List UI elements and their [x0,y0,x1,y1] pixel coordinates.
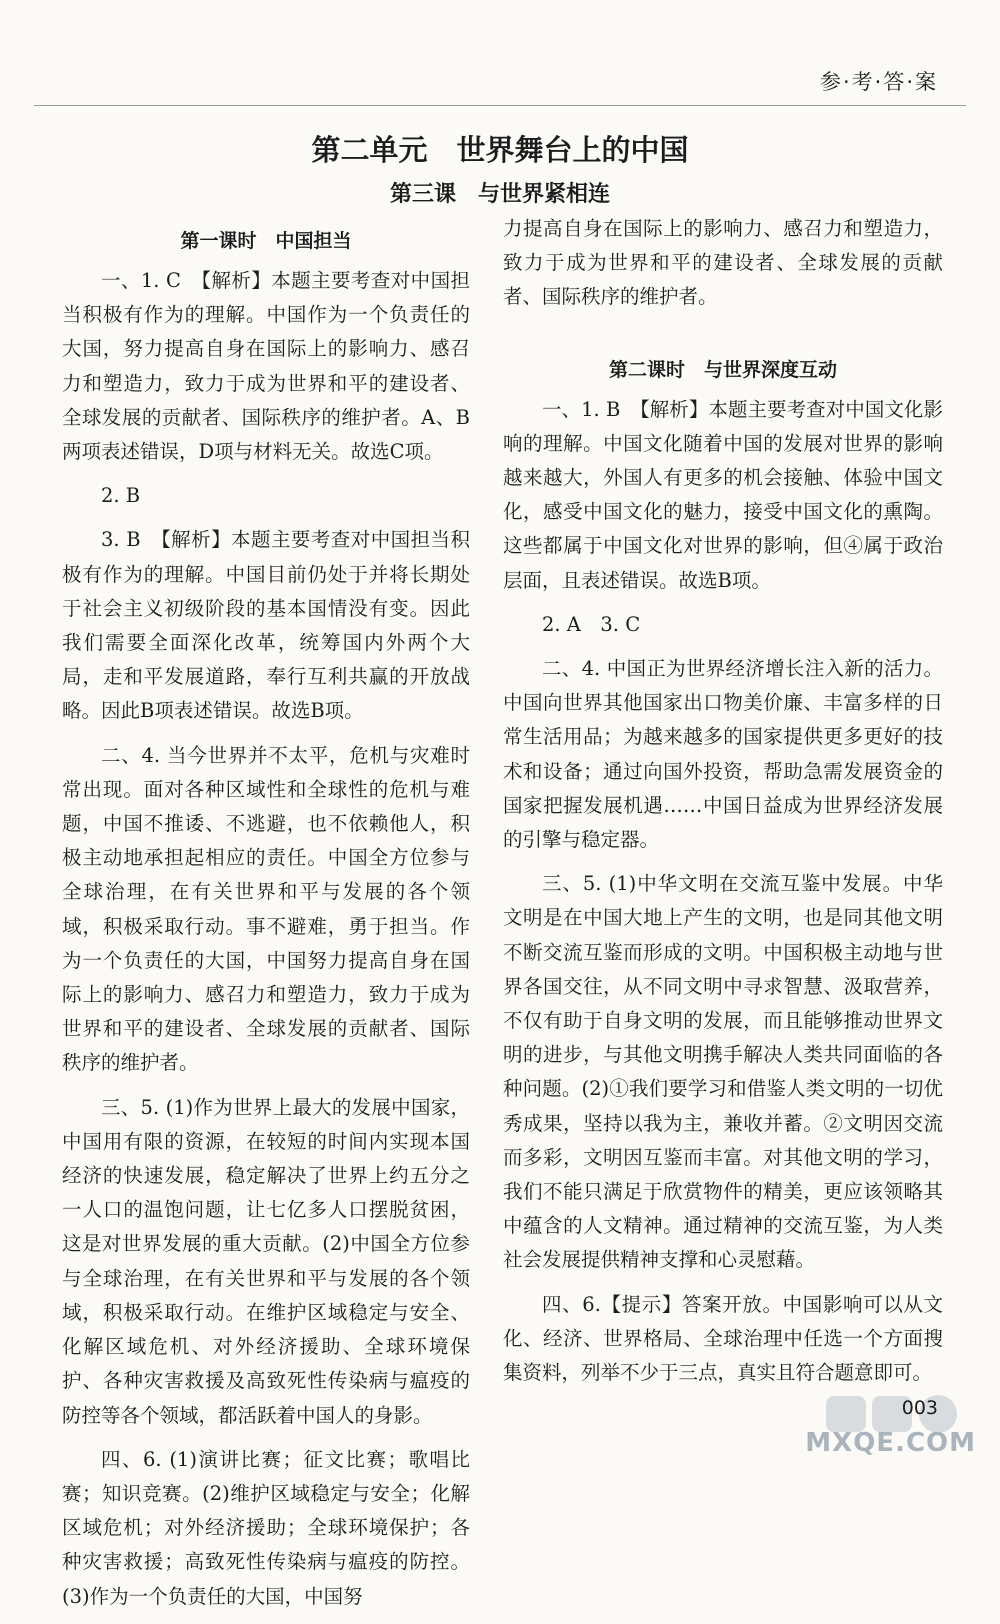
answer-paragraph: 2. B [101,484,141,508]
watermark-text: MXQE.COM [805,1428,976,1458]
answer-paragraph: 四、6.【提示】答案开放。中国影响可以从文化、经济、世界格局、全球治理中任选一个方面搜集资料，列举不少于三点，真实且符合题意即可。 [503,1292,943,1385]
page-number: 003 [901,1397,938,1419]
answer-paragraph: 二、4. 中国正为世界经济增长注入新的活力。中国向世界其他国家出口物美价廉、丰富多样的日常生活用品；为越来越多的国家提供更多更好的技术和设备；通过向国外投资，帮助急需发展资金的国家把握发展机遇……中国日益成为世界经济发展的引擎与稳定器。 [503,657,943,852]
running-head: 参·考·答·案 [819,70,938,94]
answer-paragraph: 三、5. (1)作为世界上最大的发展中国家，中国用有限的资源，在较短的时间内实现本国经济的快速发展，稳定解决了世界上约五分之一人口的温饱问题，让七亿多人口摆脱贫困，这是对世界发展的重大贡献。(2)中国全方位参与全球治理，在有关世界和平与发展的各个领域，积极采取行动。在维护区域稳定与安全、化解区域危机、对外经济援助、全球环境保护、各种灾害救援及高致死性传染病与瘟疫的防控等各个领域，都活跃着中国人的身影。 [62,1095,470,1427]
answer-paragraph: 二、4. 当今世界并不太平，危机与灾难时常出现。面对各种区域性和全球性的危机与难题，中国不推诿、不逃避，也不依赖他人，积极主动地承担起相应的责任。中国全方位参与全球治理，在有关世界和平与发展的各个领域，积极采取行动。事不避难，勇于担当。作为一个负责任的大国，中国努力提高自身在国际上的影响力、感召力和塑造力，致力于成为世界和平的建设者、全球发展的贡献者、国际秩序的维护者。 [62,743,470,1075]
answer-paragraph: 四、6. (1)演讲比赛；征文比赛；歌唱比赛；知识竞赛。(2)维护区域稳定与安全；化解区域危机；对外经济援助；全球环境保护；各种灾害救援；高致死性传染病与瘟疫的防控。(3)作为一个负责任的大国，中国努 [62,1447,470,1608]
lesson-title: 第三课 与世界紧相连 [389,182,610,207]
answer-paragraph: 3. B 【解析】本题主要考查对中国担当积极有作为的理解。中国目前仍处于并将长期处于社会主义初级阶段的基本国情没有变。因此我们需要全面深化改革，统筹国内外两个大局，走和平发展道路，奉行互利共赢的开放战略。因此B项表述错误。故选B项。 [62,528,470,723]
header-rule [34,105,966,106]
right-column [503,212,943,1400]
left-column [62,212,470,1624]
section-title-lesson-2: 第二课时 与世界深度互动 [608,358,837,381]
answer-paragraph: 一、1. C 【解析】本题主要考查对中国担当积极有作为的理解。中国作为一个负责任的大国，努力提高自身在国际上的影响力、感召力和塑造力，致力于成为世界和平的建设者、全球发展的贡献者、国际秩序的维护者。A、B两项表述错误，D项与材料无关。故选C项。 [62,269,470,464]
answer-paragraph: 三、5. (1)中华文明在交流互鉴中发展。中华文明是在中国大地上产生的文明，也是同其他文明不断交流互鉴而形成的文明。中国积极主动地与世界各国交往，从不同文明中寻求智慧、汲取营养，不仅有助于自身文明的发展，而且能够推动世界文明的进步，与其他文明携手解决人类共同面临的各种问题。(2)①我们要学习和借鉴人类文明的一切优秀成果，坚持以我为主，兼收并蓄。②文明因交流而多彩，文明因互鉴而丰富。对其他文明的学习，我们不能只满足于欣赏物件的精美，更应该领略其中蕴含的人文精神。通过精神的交流互鉴，为人类社会发展提供精神支撑和心灵慰藉。 [503,872,943,1272]
unit-title: 第二单元 世界舞台上的中国 [311,133,689,167]
answer-paragraph: 2. A 3. C [542,612,641,636]
answer-paragraph: 一、1. B 【解析】本题主要考查对中国文化影响的理解。中国文化随着中国的发展对世界的影响越来越大，外国人有更多的机会接触、体验中国文化，感受中国文化的魅力，接受中国文化的熏陶。这些都属于中国文化对世界的影响，但④属于政治层面，且表述错误。故选B项。 [503,397,943,592]
section-title-lesson-1: 第一课时 中国担当 [180,230,352,252]
continued-paragraph: 力提高自身在国际上的影响力、感召力和塑造力，致力于成为世界和平的建设者、全球发展的贡献者、国际秩序的维护者。 [503,217,943,309]
